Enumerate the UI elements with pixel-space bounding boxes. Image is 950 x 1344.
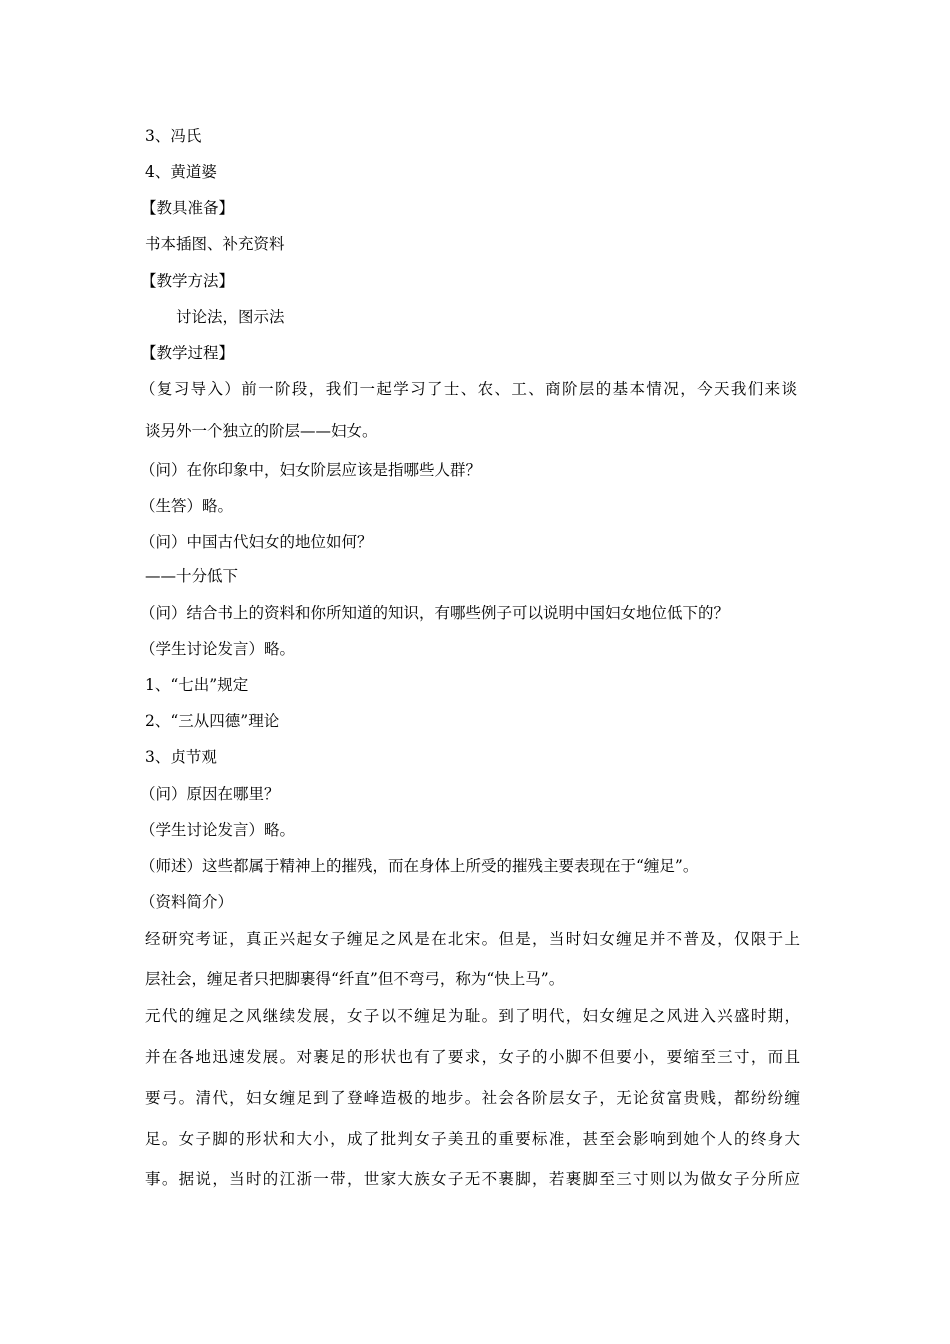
list-item: 4、黄道婆	[145, 163, 217, 181]
paragraph-line: 书本插图、补充资料	[145, 235, 285, 253]
answer-line: （学生讨论发言）略。	[140, 640, 296, 658]
list-item: 3、冯氏	[145, 127, 202, 145]
paragraph-line: 经研究考证，真正兴起女子缠足之风是在北宋。但是，当时妇女缠足并不普及，仅限于上	[145, 930, 800, 948]
section-label: （资料简介）	[140, 893, 234, 911]
paragraph-line: 要弓。清代，妇女缠足到了登峰造极的地步。社会各阶层女子，无论贫富贵贱，都纷纷缠	[145, 1089, 800, 1107]
paragraph-line: 事。据说，当时的江浙一带，世家大族女子无不裹脚，若裹脚至三寸则以为做女子分所应	[145, 1170, 800, 1188]
section-heading: 【教学方法】	[141, 272, 235, 290]
paragraph-line: （复习导入）前一阶段，我们一起学习了士、农、工、商阶层的基本情况，今天我们来谈	[140, 380, 797, 398]
answer-line: ——十分低下	[145, 567, 239, 585]
question-line: （问）原因在哪里？	[140, 785, 280, 803]
paragraph-line: 讨论法，图示法	[176, 308, 285, 326]
question-line: （问）中国古代妇女的地位如何？	[140, 533, 373, 551]
section-heading: 【教学过程】	[141, 344, 235, 362]
section-heading: 【教具准备】	[141, 199, 235, 217]
paragraph-line: 谈另外一个独立的阶层——妇女。	[145, 422, 378, 440]
paragraph-line: 并在各地迅速发展。对裹足的形状也有了要求，女子的小脚不但要小，要缩至三寸，而且	[145, 1048, 800, 1066]
answer-line: （生答）略。	[140, 497, 234, 515]
answer-line: （学生讨论发言）略。	[140, 821, 296, 839]
paragraph-line: （师述）这些都属于精神上的摧残，而在身体上所受的摧残主要表现在于“缠足”。	[140, 857, 699, 875]
paragraph-line: 元代的缠足之风继续发展，女子以不缠足为耻。到了明代，妇女缠足之风进入兴盛时期，	[145, 1007, 800, 1025]
paragraph-line: 层社会，缠足者只把脚裹得“纤直”但不弯弓，称为“快上马”。	[145, 970, 565, 988]
question-line: （问）结合书上的资料和你所知道的知识，有哪些例子可以说明中国妇女地位低下的？	[140, 604, 730, 622]
list-item: 1、“七出”规定	[145, 676, 249, 694]
question-line: （问）在你印象中，妇女阶层应该是指哪些人群？	[140, 461, 482, 479]
list-item: 3、贞节观	[145, 748, 217, 766]
paragraph-line: 足。女子脚的形状和大小，成了批判女子美丑的重要标准，甚至会影响到她个人的终身大	[145, 1130, 800, 1148]
list-item: 2、“三从四德”理论	[145, 712, 280, 730]
